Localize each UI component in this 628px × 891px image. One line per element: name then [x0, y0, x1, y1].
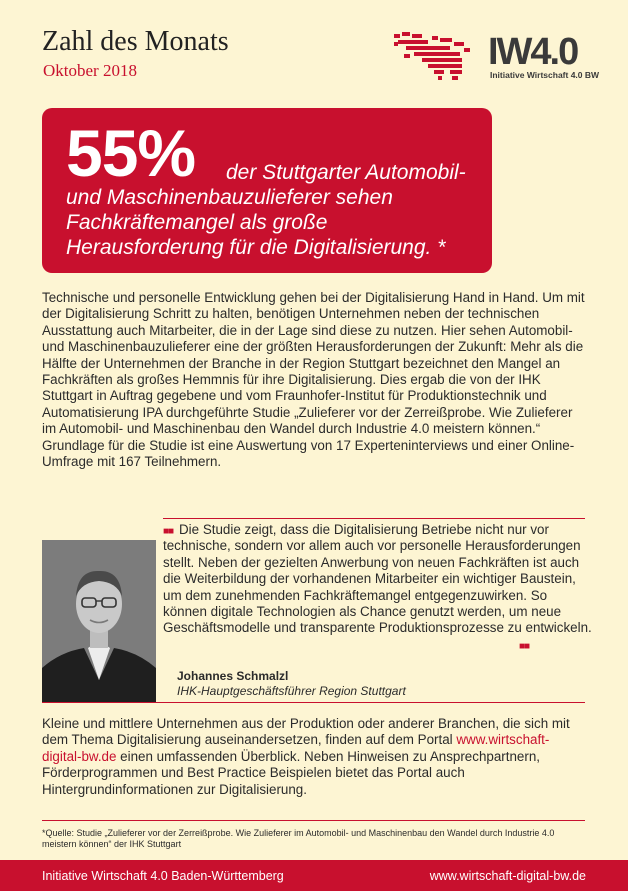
footer-organization: Initiative Wirtschaft 4.0 Baden-Württemberg	[42, 869, 284, 883]
iw40-logo	[392, 28, 602, 83]
footer-bar	[0, 860, 628, 891]
intro-paragraph: Technische und personelle Entwicklung gehen bei der Digitalisierung Hand in Hand. Um mit der Digitalisierung Schritt zu halten, benötigen Unternehmen neben der technischen Ausstattung auch Mitarbeiter, die in der Lage sind diese zu nutzen. Hier sehen Automobil- und Maschinenbauzulieferer eine der größten Herausforderungen der Zukunft: Mehr als die Hälfte der Unternehmen der Branche in der Region Stuttgart bezeichnet den Mangel an Fachkräften als großes Hemmnis für ihre Digitalisierung. Dies ergab die von der IHK Stuttgart in Auftrag gegebene und vom Fraunhofer-Institut für Produktionstechnik und Automatisierung IPA durchgeführte Studie „Zulieferer vor der Zerreißprobe. Wie Zulieferer im Automobil- und Maschinenbau den Wandel durch Industrie 4.0 meistern können.“ Grundlage für die Studie ist eine Auswertung von 17 Experteninterviews und einer Online-Umfrage mit 167 Teilnehmern.	[42, 290, 585, 470]
headline-text: der Stuttgarter Automobil- und Maschinenbauzulieferer sehen Fachkräftemangel als große Herausforderung für die Digitalisierung. *	[66, 161, 466, 259]
outro-text-start: Kleine und mittlere Unternehmen aus der Produktion oder anderer Branchen, die sich mit dem Thema Digitalisierung auseinandersetzen, finden auf dem Portal	[42, 716, 570, 748]
divider	[163, 518, 585, 519]
page-title: Zahl des Monats	[42, 26, 229, 57]
logo-wordmark: IW4.0	[488, 31, 578, 73]
headline-box	[42, 108, 492, 273]
outro-paragraph	[42, 716, 588, 798]
quote-author: Johannes Schmalzl	[177, 669, 289, 683]
footer-website-link[interactable]: www.wirtschaft-digital-bw.de	[429, 869, 586, 883]
lion-icon	[394, 32, 470, 80]
footnote: *Quelle: Studie „Zulieferer vor der Zerreißprobe. Wie Zulieferer im Automobil- und Maschinenbau den Wandel durch Industrie 4.0 meistern können“ der IHK Stuttgart	[42, 828, 555, 849]
quote-close-icon: ■■	[519, 641, 530, 652]
portal-link[interactable]: www.wirtschaft-digital-bw.de	[42, 732, 550, 764]
portrait-photo	[42, 540, 156, 702]
divider	[42, 702, 585, 703]
quote-text: Die Studie zeigt, dass die Digitalisierung Betriebe nicht nur vor technische, sondern vor allem auch vor personelle Herausforderungen stellt. Neben der gezielten Anwerbung von neuen Fachkräften ist auch die Weiterbildung der vorhandenen Mitarbeiter ein wichtiger Baustein, um dem zunehmenden Fachkräftemangel entgegenzuwirken. So können digitale Technologien als Chance genutzt werden, um neue Geschäftsmodelle und transparente Produktionsprozesse zu entwickeln.	[163, 522, 592, 636]
outro-text-end: einen umfassenden Überblick. Neben Hinweisen zu Ansprechpartnern, Förderprogrammen und Best Practice Beispielen bietet das Portal auch Hintergrundinformationen zur Digitalisierung.	[42, 748, 540, 797]
page-date: Oktober 2018	[43, 61, 137, 80]
quote-open-icon: ■■	[163, 526, 174, 537]
logo-subtitle: Initiative Wirtschaft 4.0 BW	[490, 70, 600, 80]
quote-role: IHK-Hauptgeschäftsführer Region Stuttgart	[177, 684, 406, 698]
divider	[42, 820, 585, 821]
headline-percent: 55%	[66, 116, 196, 190]
